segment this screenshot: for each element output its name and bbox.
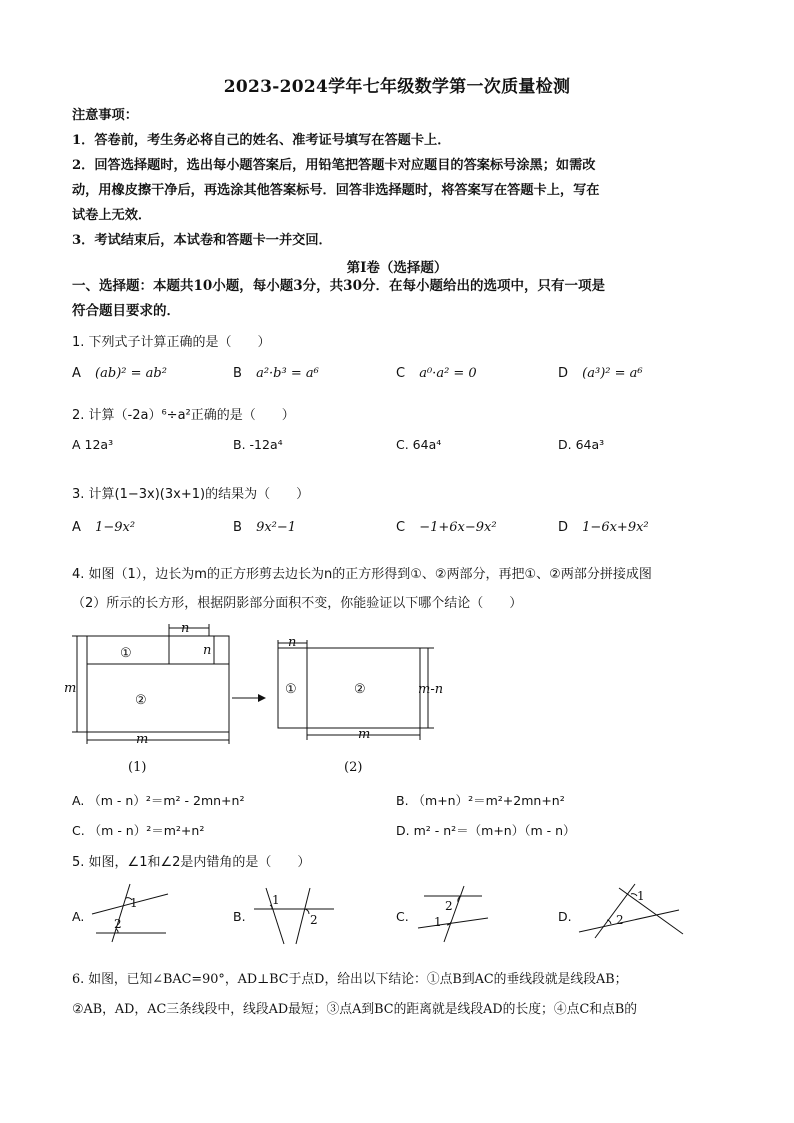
option-letter: D xyxy=(558,366,569,381)
fig1-label-n-top: n xyxy=(181,621,190,636)
question-4-option-d: D. m² - n²＝（m+n）（m - n） xyxy=(396,823,576,838)
fig2-label-n-top: n xyxy=(288,635,297,650)
question-2-option-c: C. 64a⁴ xyxy=(396,437,442,452)
notice-block xyxy=(72,103,722,253)
fig1-label-n-right: n xyxy=(203,643,212,658)
question-5-option-b-letter: B. xyxy=(233,909,246,924)
svg-text:1: 1 xyxy=(434,915,442,929)
question-4-stem-line-2: （2）所示的长方形，根据阴影部分面积不变，你能验证以下哪个结论（ ） xyxy=(72,596,523,611)
question-3-stem: 3. 计算(1−3x)(3x+1)的结果为（ ） xyxy=(72,487,310,502)
notice-line-2b: 动，用橡皮擦干净后，再选涂其他答案标号．回答非选择题时，将答案写在答题卡上，写在 xyxy=(72,183,600,198)
question-4-option-c: C. （m - n）²＝m²+n² xyxy=(72,823,205,838)
question-5-figure-b xyxy=(252,884,337,949)
svg-text:2: 2 xyxy=(616,913,624,927)
section-1-line-2: 符合题目要求的． xyxy=(72,303,180,319)
question-5-option-d-letter: D. xyxy=(558,909,572,924)
question-4-option-b: B. （m+n）²＝m²+2mn+n² xyxy=(396,793,565,808)
svg-text:2: 2 xyxy=(114,917,122,931)
part-1-title: 第Ⅰ卷（选择题） xyxy=(346,260,448,276)
option-letter: A xyxy=(72,366,81,381)
svg-text:1: 1 xyxy=(272,893,280,907)
option-expression: 9x²−1 xyxy=(256,520,297,535)
svg-text:2: 2 xyxy=(310,913,318,927)
question-2-option-d: D. 64a³ xyxy=(558,437,605,452)
fig2-label-m-bottom: m xyxy=(358,727,371,742)
option-expression: a⁰·a² = 0 xyxy=(419,366,477,381)
question-5-option-c-letter: C. xyxy=(396,909,409,924)
question-4-figure xyxy=(62,618,462,778)
svg-text:2: 2 xyxy=(445,899,453,913)
question-1-option-c xyxy=(396,366,477,381)
question-6-line-1: 6. 如图，已知∠BAC=90°，AD⊥BC于点D，给出以下结论：①点B到AC的垂线段就是线段AB； xyxy=(72,972,628,987)
option-letter: B xyxy=(233,366,242,381)
question-2-stem: 2. 计算（-2a）⁶÷a²正确的是（ ） xyxy=(72,408,295,423)
question-1-stem: 1. 下列式子计算正确的是（ ） xyxy=(72,335,271,350)
notice-line-2a: 2．回答选择题时，选出每小题答案后，用铅笔把答题卡对应题目的答案标号涂黑；如需改 xyxy=(72,158,596,173)
fig2-label-mn-right: m-n xyxy=(418,682,444,697)
option-letter: B xyxy=(233,520,242,535)
option-letter: C xyxy=(396,520,406,535)
question-2-option-a: A 12a³ xyxy=(72,437,114,452)
question-1-option-d xyxy=(558,366,643,381)
svg-text:1: 1 xyxy=(637,889,645,903)
option-letter: A xyxy=(72,520,81,535)
option-expression: 1−6x+9x² xyxy=(582,520,649,535)
fig2-caption: (2) xyxy=(344,760,363,775)
fig1-label-part-2: ② xyxy=(135,693,147,708)
exam-title: 2023-2024学年七年级数学第一次质量检测 xyxy=(223,77,571,97)
section-1-heading xyxy=(72,274,722,324)
question-5-figure-a xyxy=(88,880,173,945)
fig1-label-m-left: m xyxy=(64,681,77,696)
question-4-option-a: A. （m - n）²＝m² - 2mn+n² xyxy=(72,793,245,808)
fig1-caption: (1) xyxy=(128,760,147,775)
question-5-option-a-letter: A. xyxy=(72,909,85,924)
notice-line-1: 1．答卷前，考生务必将自己的姓名、准考证号填写在答题卡上． xyxy=(72,133,451,148)
question-1-option-a xyxy=(72,366,167,381)
option-expression: 1−9x² xyxy=(95,520,136,535)
section-1-line-1: 一、选择题：本题共10小题，每小题3分，共30分．在每小题给出的选项中，只有一项是 xyxy=(72,278,605,294)
question-2-option-b: B. -12a⁴ xyxy=(233,437,283,452)
arrow-head xyxy=(258,694,266,702)
question-1-option-b xyxy=(233,366,319,381)
option-expression: (ab)² = ab² xyxy=(95,366,167,381)
fig1-label-m-bottom: m xyxy=(136,732,149,747)
question-5-figure-c xyxy=(414,884,499,949)
notice-heading: 注意事项： xyxy=(72,108,138,123)
option-expression: (a³)² = a⁶ xyxy=(582,366,643,381)
question-5-figure-d xyxy=(575,882,690,947)
svg-text:1: 1 xyxy=(130,896,138,910)
question-4-stem-line-1: 4. 如图（1），边长为m的正方形剪去边长为n的正方形得到①、②两部分，再把①、②两部分拼接成图 xyxy=(72,567,652,582)
notice-line-2c: 试卷上无效． xyxy=(72,208,152,223)
fig2-rectangle xyxy=(278,648,420,728)
question-3-option-d xyxy=(558,520,649,535)
question-5-stem: 5. 如图，∠1和∠2是内错角的是（ ） xyxy=(72,855,311,870)
fig1-label-part-1: ① xyxy=(120,646,132,661)
option-letter: D xyxy=(558,520,569,535)
question-6-line-2: ②AB，AD，AC三条线段中，线段AD最短；③点A到BC的距离就是线段AD的长度；④点C和点B的 xyxy=(72,1002,638,1017)
notice-line-3: 3．考试结束后，本试卷和答题卡一并交回． xyxy=(72,233,332,248)
option-letter: C xyxy=(396,366,406,381)
question-3-option-a xyxy=(72,520,135,535)
question-3-option-c xyxy=(396,520,497,535)
question-3-option-b xyxy=(233,520,296,535)
fig2-label-part-1: ① xyxy=(285,682,297,697)
option-expression: a²·b³ = a⁶ xyxy=(256,366,319,381)
option-expression: −1+6x−9x² xyxy=(419,520,497,535)
fig2-label-part-2: ② xyxy=(354,682,366,697)
